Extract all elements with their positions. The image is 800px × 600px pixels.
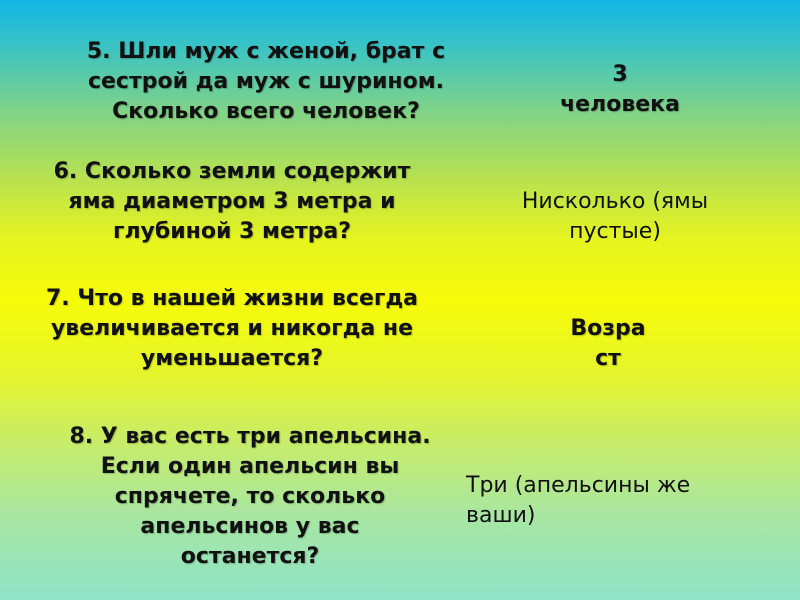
- question-line: 8. У вас есть три апельсина.: [69, 424, 431, 449]
- question-line: глубиной 3 метра?: [112, 219, 352, 244]
- answer-5: [540, 60, 700, 120]
- question-line: 6. Сколько земли содержит: [53, 159, 411, 184]
- answer-line: Возра: [570, 316, 646, 341]
- answer-6: [500, 187, 730, 247]
- question-line: спрячете, то сколько: [114, 484, 386, 509]
- question-line: апельсинов у вас: [140, 514, 360, 539]
- question-line: Сколько всего человек?: [112, 99, 420, 124]
- question-line: 5. Шли муж с женой, брат с: [86, 39, 446, 64]
- answer-line: Три (апельсины же: [466, 473, 691, 498]
- answer-line: человека: [560, 92, 680, 117]
- answer-7: [548, 314, 668, 374]
- answer-line: 3: [612, 62, 628, 87]
- question-line: увеличивается и никогда не: [50, 316, 414, 341]
- answer-line: пустые): [569, 219, 661, 244]
- question-5: [80, 37, 452, 127]
- question-line: Если один апельсин вы: [100, 454, 400, 479]
- answer-line: Нисколько (ямы: [521, 189, 709, 214]
- question-line: уменьшается?: [140, 346, 324, 371]
- answer-line: ст: [595, 346, 621, 371]
- question-line: останется?: [180, 544, 320, 569]
- question-line: сестрой да муж с шурином.: [87, 69, 445, 94]
- question-line: 7. Что в нашей жизни всегда: [46, 286, 418, 311]
- answer-line: ваши): [466, 503, 536, 528]
- question-line: яма диаметром 3 метра и: [68, 189, 396, 214]
- question-6: [50, 157, 414, 247]
- question-7: [42, 284, 422, 374]
- question-8: [58, 422, 442, 572]
- answer-8: [466, 471, 746, 531]
